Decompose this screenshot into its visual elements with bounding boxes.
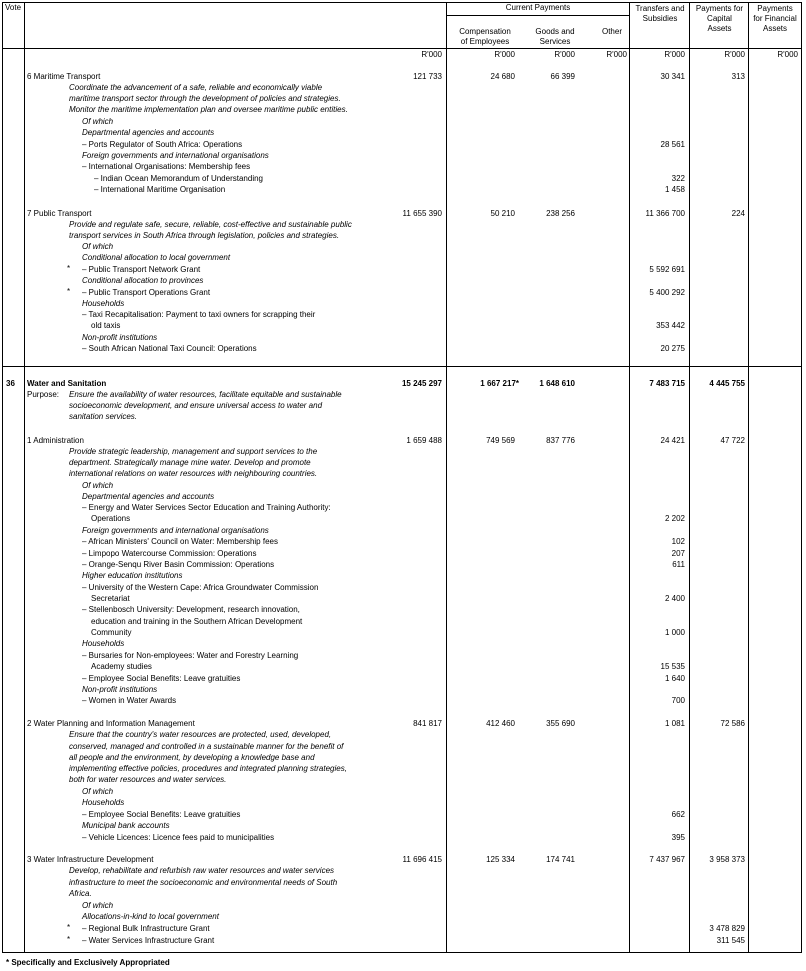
unit-other: R'000: [606, 50, 627, 59]
vote-title: Water and Sanitation: [27, 379, 107, 388]
table-border-bottom: [2, 952, 802, 953]
header-capital-2: Capital: [707, 14, 732, 23]
line-item: – Vehicle Licences: Licence fees paid to municipalities: [82, 833, 275, 842]
line-item: – Public Transport Network Grant: [82, 265, 201, 274]
programme-description: maritime transport sector through the development of policies and strategies.: [69, 94, 341, 103]
unit-compensation: R'000: [494, 50, 515, 59]
line-item-value: 322: [671, 174, 685, 183]
section-separator: [2, 366, 802, 367]
header-compensation-2: of Employees: [460, 37, 510, 46]
header-compensation-1: Compensation: [459, 27, 511, 36]
programme-description: all people and the environment, by developing a knowledge base and: [69, 753, 315, 762]
header-capital-3: Assets: [707, 24, 732, 33]
line-item: – Bursaries for Non-employees: Water and Forestry Learning: [82, 651, 299, 660]
category-label: Municipal bank accounts: [82, 821, 170, 830]
programme-description: international relations on water resources with neighbouring countries.: [69, 469, 318, 478]
programme-compensation: 24 680: [490, 72, 515, 81]
line-item: education and training in the Southern African Development: [91, 617, 303, 626]
purpose-label: Purpose:: [27, 390, 60, 399]
line-item: Secretariat: [91, 594, 130, 603]
programme-title: 7 Public Transport: [27, 209, 92, 218]
category-label: Households: [82, 639, 125, 648]
line-item: – Indian Ocean Memorandum of Understanding: [94, 174, 263, 183]
line-item: – Orange-Senqu River Basin Commission: Operations: [82, 560, 275, 569]
programme-title: 3 Water Infrastructure Development: [27, 855, 154, 864]
category-label: Foreign governments and international organisations: [82, 151, 269, 160]
vote-transfers: 7 483 715: [649, 379, 685, 388]
purpose-text: sanitation services.: [69, 412, 138, 421]
programme-description: conserved, managed and controlled in a sustainable manner for the benefit of: [69, 742, 344, 751]
header-financial-3: Assets: [762, 24, 787, 33]
programme-goods: 355 690: [546, 719, 575, 728]
programme-description: implementing effective policies, procedures and integrated planning strategies,: [69, 764, 347, 773]
header-financial-1: Payments: [757, 4, 793, 13]
programme-description: Provide and regulate safe, secure, reliable, cost-effective and sustainable public: [69, 220, 352, 229]
of-which-label: Of which: [82, 481, 114, 490]
category-label: Households: [82, 798, 125, 807]
line-item: – University of the Western Cape: Africa Groundwater Commission: [82, 583, 319, 592]
programme-title: 1 Administration: [27, 436, 84, 445]
programme-compensation: 749 569: [486, 436, 515, 445]
line-item: – Ports Regulator of South Africa: Operations: [82, 140, 243, 149]
header-capital-1: Payments for: [695, 4, 744, 13]
header-goods-1: Goods and: [535, 27, 575, 36]
programme-goods: 66 399: [550, 72, 575, 81]
category-label: Higher education institutions: [82, 571, 183, 580]
category-label: Non-profit institutions: [82, 685, 158, 694]
line-item-value: 15 535: [660, 662, 685, 671]
category-label: Departmental agencies and accounts: [82, 492, 215, 501]
line-item: – Women in Water Awards: [82, 696, 177, 705]
programme-capital: 47 722: [720, 436, 745, 445]
line-item-value: 1 458: [664, 185, 685, 194]
programme-total: 841 817: [413, 719, 442, 728]
asterisk-marker: *: [67, 923, 71, 932]
header-transfers-1: Transfers and: [635, 4, 685, 13]
programme-compensation: 125 334: [486, 855, 515, 864]
line-item-value: 700: [671, 696, 685, 705]
col-divider-total: [446, 2, 447, 953]
line-item-value: 353 442: [656, 321, 685, 330]
line-item-value: 207: [671, 549, 685, 558]
unit-goods: R'000: [554, 50, 575, 59]
vote-goods: 1 648 610: [539, 379, 575, 388]
programme-transfers: 7 437 967: [649, 855, 685, 864]
line-item-value: 611: [672, 560, 685, 569]
programme-capital: 313: [731, 72, 745, 81]
programme-goods: 174 741: [546, 855, 575, 864]
programme-description: transport services in South Africa through legislation, policies and strategies.: [69, 231, 340, 240]
header-current-payments: Current Payments: [505, 3, 571, 12]
programme-description: Africa.: [69, 889, 92, 898]
programme-description: Monitor the maritime implementation plan and oversee maritime public entities.: [69, 105, 348, 114]
programme-capital: 224: [731, 209, 745, 218]
line-item: old taxis: [91, 321, 121, 330]
line-item: Academy studies: [91, 662, 152, 671]
line-item: – Taxi Recapitalisation: Payment to taxi owners for scrapping their: [82, 310, 316, 319]
category-label: Conditional allocation to provinces: [82, 276, 204, 285]
line-item: – South African National Taxi Council: Operations: [82, 344, 257, 353]
programme-description: Ensure that the country's water resources are protected, used, developed,: [69, 730, 332, 739]
header-bottom-rule: [2, 48, 802, 49]
line-item-value: 3 478 829: [709, 924, 745, 933]
line-item-value: 311 545: [716, 936, 745, 945]
line-item: Operations: [91, 514, 131, 523]
table-border-right: [801, 2, 802, 953]
line-item: – International Maritime Organisation: [94, 185, 226, 194]
category-label: Foreign governments and international organisations: [82, 526, 269, 535]
line-item-value: 5 592 691: [649, 265, 685, 274]
programme-goods: 837 776: [546, 436, 575, 445]
asterisk-marker: *: [67, 264, 71, 273]
programme-transfers: 30 341: [660, 72, 685, 81]
programme-goods: 238 256: [546, 209, 575, 218]
programme-transfers: 24 421: [660, 436, 685, 445]
footnote: * Specifically and Exclusively Appropriated: [6, 958, 170, 967]
header-financial-2: for Financial: [753, 14, 797, 23]
unit-total: R'000: [421, 50, 442, 59]
header-subrule: [446, 15, 630, 16]
purpose-text: Ensure the availability of water resources, facilitate equitable and sustainable: [69, 390, 342, 399]
unit-transfers: R'000: [664, 50, 685, 59]
col-divider-capital: [748, 2, 749, 953]
line-item-value: 5 400 292: [649, 288, 685, 297]
line-item-value: 1 640: [664, 674, 685, 683]
category-label: Conditional allocation to local government: [82, 253, 231, 262]
header-vote: Vote: [5, 3, 22, 12]
of-which-label: Of which: [82, 901, 114, 910]
line-item-value: 2 202: [664, 514, 685, 523]
line-item: – Employee Social Benefits: Leave gratuities: [82, 674, 241, 683]
line-item: – International Organisations: Membership fees: [82, 162, 251, 171]
line-item: Community: [91, 628, 132, 637]
unit-capital: R'000: [724, 50, 745, 59]
programme-description: infrastructure to meet the socioeconomic and environmental needs of South: [69, 878, 338, 887]
programme-transfers: 11 366 700: [645, 209, 685, 218]
programme-description: Provide strategic leadership, management and support services to the: [69, 447, 318, 456]
line-item-value: 395: [671, 833, 685, 842]
line-item: – African Ministers' Council on Water: Membership fees: [82, 537, 278, 546]
programme-total: 11 655 390: [402, 209, 442, 218]
line-item-value: 20 275: [660, 344, 685, 353]
category-label: Non-profit institutions: [82, 333, 158, 342]
of-which-label: Of which: [82, 117, 114, 126]
vote-compensation: 1 667 217*: [480, 379, 519, 388]
category-label: Households: [82, 299, 125, 308]
of-which-label: Of which: [82, 242, 114, 251]
vote-number: 36: [6, 379, 15, 388]
programme-total: 11 696 415: [402, 855, 442, 864]
line-item: – Limpopo Watercourse Commission: Operations: [82, 549, 257, 558]
purpose-text: socioeconomic development, and ensure universal access to water and: [69, 401, 323, 410]
vote-total: 15 245 297: [401, 379, 442, 388]
programme-capital: 72 586: [720, 719, 745, 728]
programme-compensation: 50 210: [490, 209, 515, 218]
programme-total: 1 659 488: [406, 436, 442, 445]
line-item-value: 1 000: [664, 628, 685, 637]
category-label: Allocations-in-kind to local government: [82, 912, 219, 921]
col-divider-transfers: [689, 2, 690, 953]
programme-title: 2 Water Planning and Information Management: [27, 719, 195, 728]
table-border-top: [2, 2, 802, 3]
line-item: – Regional Bulk Infrastructure Grant: [82, 924, 210, 933]
programme-description: Coordinate the advancement of a safe, reliable and economically viable: [69, 83, 323, 92]
of-which-label: Of which: [82, 787, 114, 796]
category-label: Departmental agencies and accounts: [82, 128, 215, 137]
programme-compensation: 412 460: [486, 719, 515, 728]
line-item-value: 28 561: [660, 140, 685, 149]
asterisk-marker: *: [67, 287, 71, 296]
programme-description: department. Strategically manage mine water. Develop and promote: [69, 458, 311, 467]
programme-description: Develop, rehabilitate and refurbish raw water resources and water services: [69, 866, 335, 875]
asterisk-marker: *: [67, 935, 71, 944]
line-item: – Public Transport Operations Grant: [82, 288, 211, 297]
line-item: – Water Services Infrastructure Grant: [82, 936, 215, 945]
line-item: – Stellenbosch University: Development, research innovation,: [82, 605, 300, 614]
programme-total: 121 733: [413, 72, 442, 81]
line-item-value: 2 400: [664, 594, 685, 603]
programme-description: both for water resources and water services.: [69, 775, 227, 784]
header-other: Other: [601, 27, 622, 36]
line-item: – Energy and Water Services Sector Education and Training Authority:: [82, 503, 331, 512]
line-item: – Employee Social Benefits: Leave gratuities: [82, 810, 241, 819]
col-divider-vote: [24, 2, 25, 953]
programme-transfers: 1 081: [664, 719, 685, 728]
header-goods-2: Services: [539, 37, 571, 46]
table-border-left: [2, 2, 3, 953]
vote-capital: 4 445 755: [709, 379, 745, 388]
line-item-value: 102: [671, 537, 685, 546]
unit-financial: R'000: [777, 50, 798, 59]
header-transfers-2: Subsidies: [642, 14, 678, 23]
line-item-value: 662: [671, 810, 685, 819]
programme-capital: 3 958 373: [709, 855, 745, 864]
programme-title: 6 Maritime Transport: [27, 72, 101, 81]
